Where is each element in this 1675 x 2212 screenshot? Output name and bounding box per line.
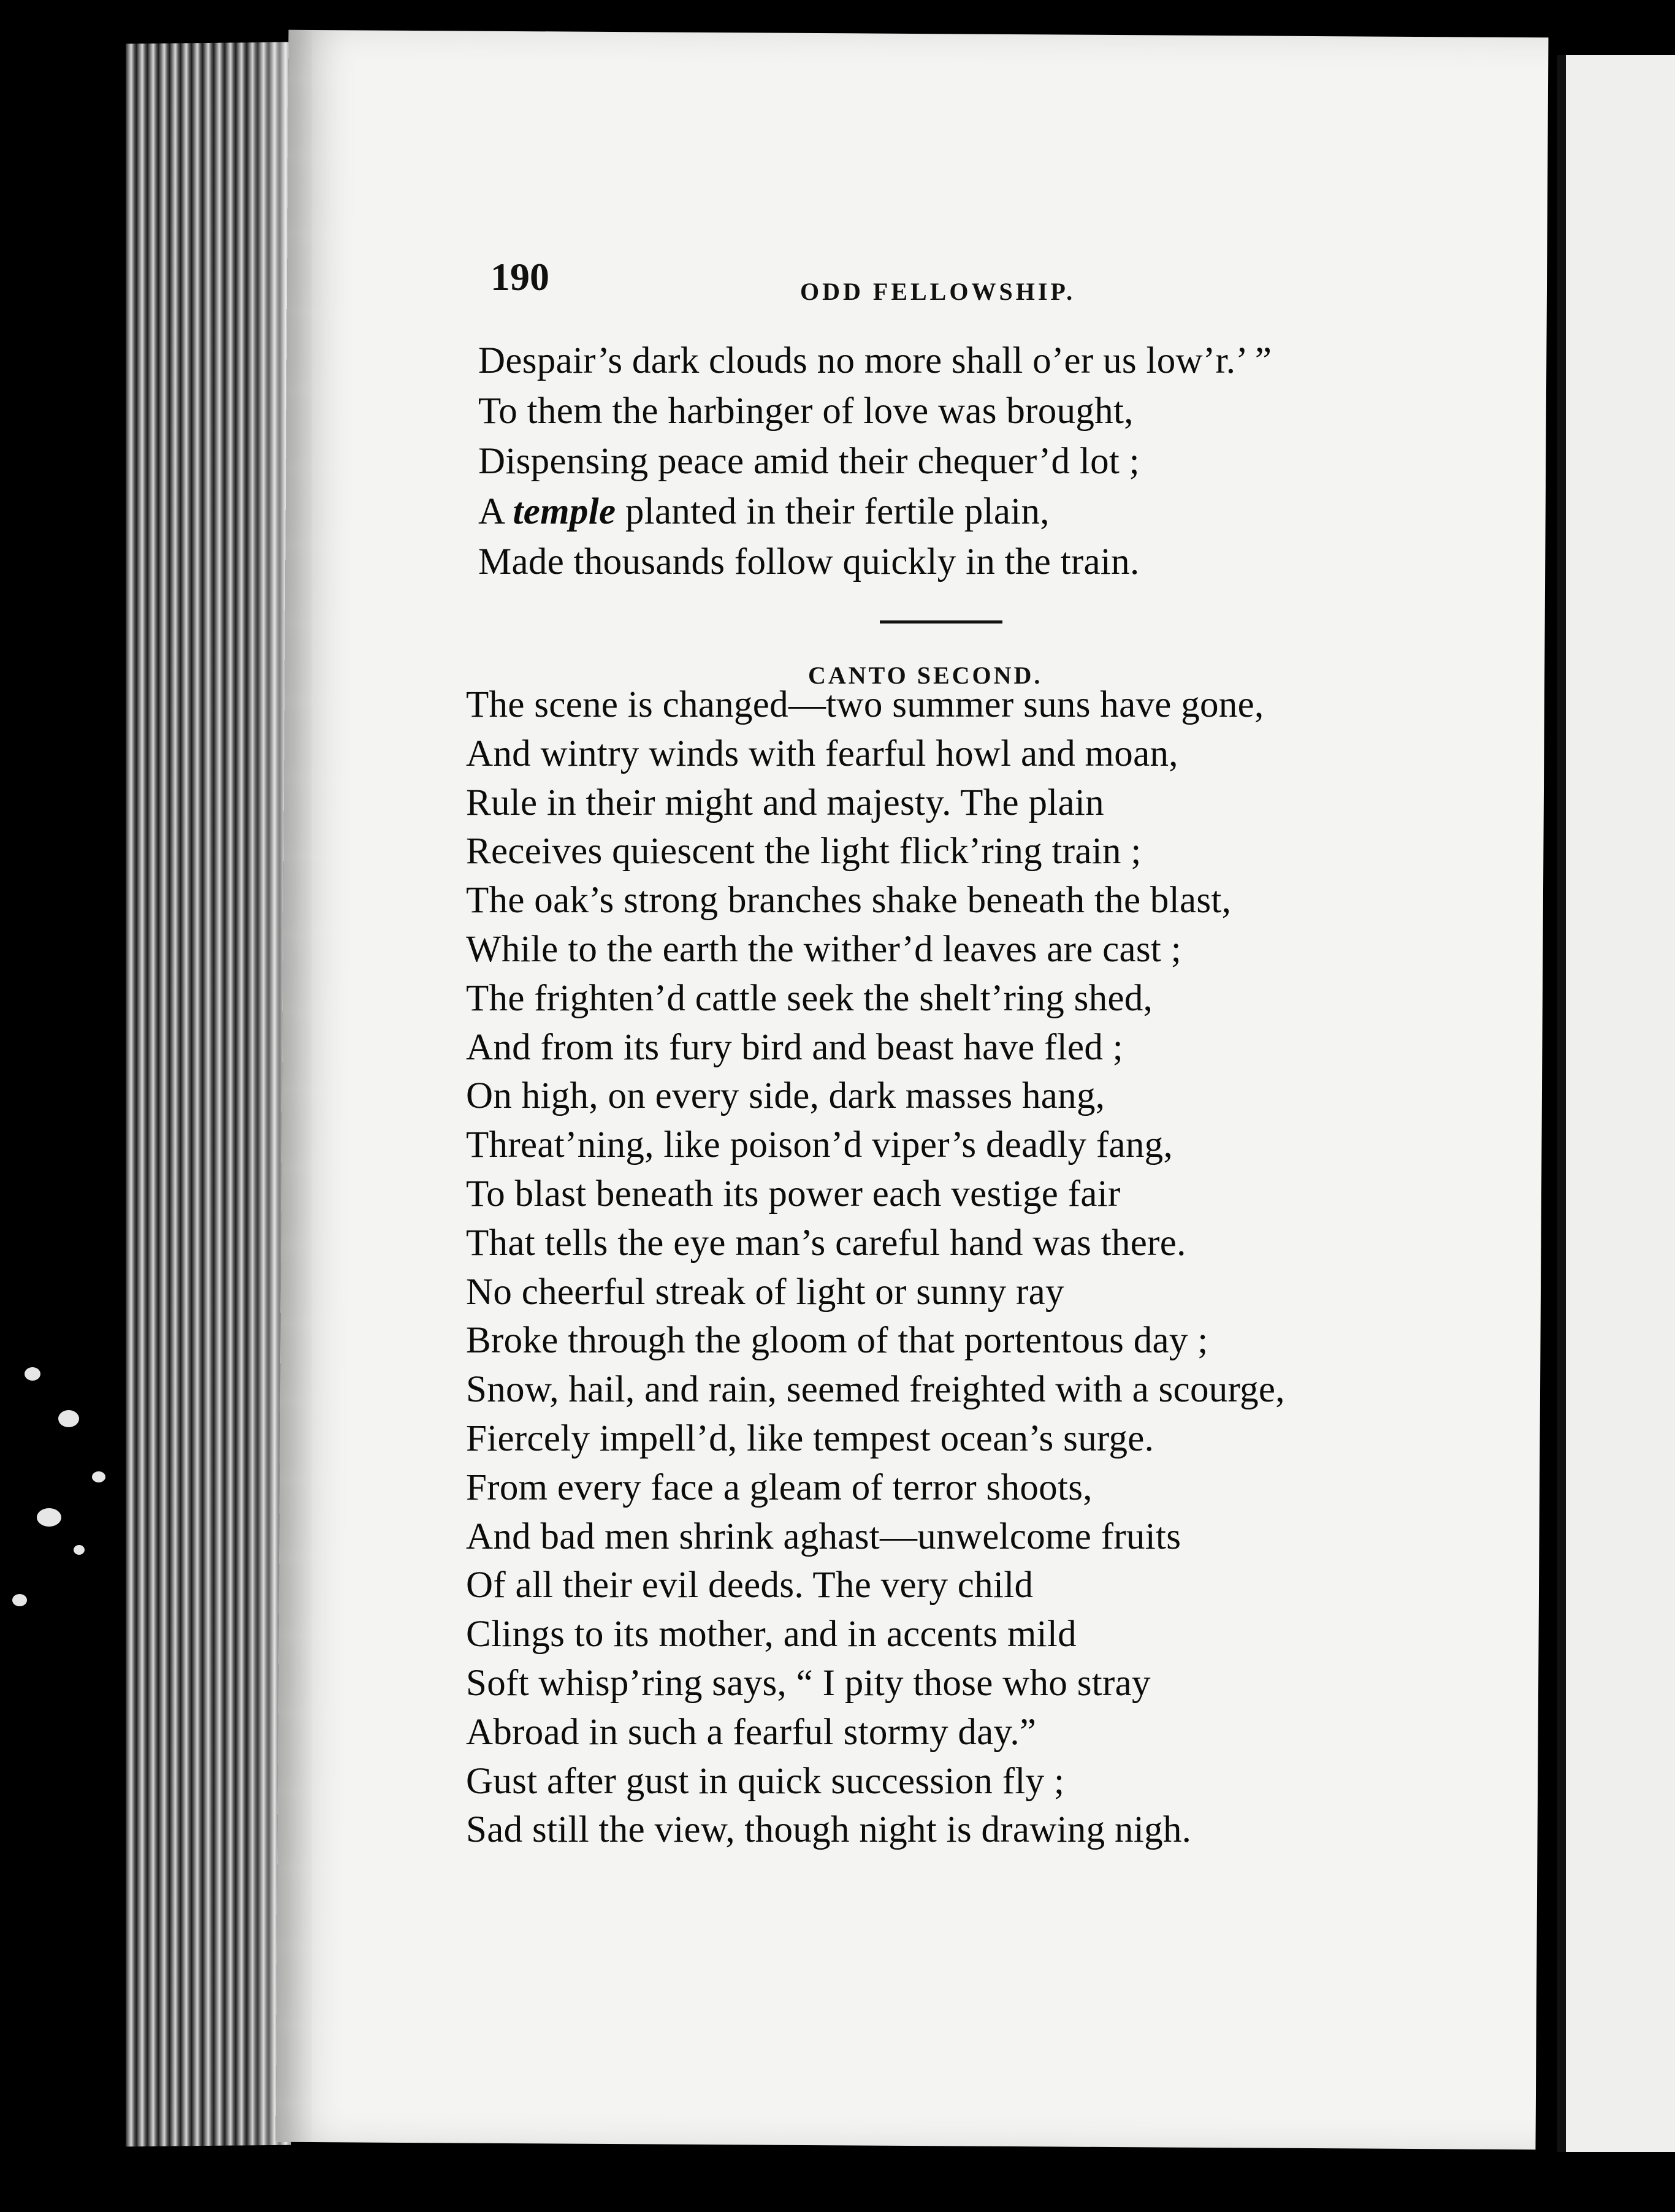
scan-speckle	[37, 1508, 61, 1527]
verse-line: The oak’s strong branches shake beneath the blast,	[466, 880, 1232, 921]
verse-line: Broke through the gloom of that portentous day ;	[466, 1320, 1208, 1362]
verse-line: While to the earth the wither’d leaves are cast ;	[466, 928, 1181, 970]
verse-line: Of all their evil deeds. The very child	[466, 1565, 1034, 1606]
scan-speckle	[74, 1545, 85, 1555]
scan-speckle	[25, 1367, 40, 1381]
verse-line: Soft whisp’ring says, “ I pity those who stray	[466, 1662, 1151, 1704]
verse-line: And bad men shrink aghast—unwelcome fruits	[466, 1516, 1181, 1557]
verse-text: A	[478, 491, 513, 532]
verse-line: Despair’s dark clouds no more shall o’er us low’r.’ ”	[478, 340, 1272, 381]
verse-line	[478, 487, 1435, 537]
verse-line: Dispensing peace amid their chequer’d lot ;	[478, 441, 1140, 482]
scan-speckle	[12, 1594, 27, 1606]
verse-line: Made thousands follow quickly in the train.	[478, 541, 1140, 582]
verse-line: To blast beneath its power each vestige fair	[466, 1173, 1121, 1215]
verse-line: Rule in their might and majesty. The plain	[466, 782, 1104, 823]
verse-line: Abroad in such a fearful stormy day.”	[466, 1711, 1037, 1753]
verse-line: On high, on every side, dark masses hang,	[466, 1075, 1105, 1117]
verse-line: From every face a gleam of terror shoots,	[466, 1466, 1093, 1508]
verse-line: Receives quiescent the light flick’ring train ;	[466, 831, 1142, 872]
verse-line: Fiercely impell’d, like tempest ocean’s surge.	[466, 1417, 1154, 1459]
stanza-two	[466, 681, 1447, 1855]
verse-line: Gust after gust in quick succession fly ;	[466, 1760, 1065, 1802]
verse-line: To them the harbinger of love was brought,	[478, 391, 1134, 432]
verse-text: planted in their fertile plain,	[616, 491, 1050, 532]
facing-page-edge	[1557, 55, 1675, 2152]
scan-speckle	[92, 1471, 105, 1482]
verse-line: No cheerful streak of light or sunny ray	[466, 1271, 1064, 1313]
page-number: 190	[490, 255, 549, 299]
verse-line: Clings to its mother, and in accents mild	[466, 1614, 1077, 1655]
verse-line: And wintry winds with fearful howl and moan,	[466, 733, 1178, 774]
canto-heading: CANTO SECOND.	[808, 662, 1043, 689]
italic-word: temple	[513, 491, 616, 532]
book-page-edges	[126, 42, 291, 2147]
scan-speckle	[58, 1410, 79, 1427]
verse-line: Snow, hail, and rain, seemed freighted with a scourge,	[466, 1369, 1285, 1411]
running-head: ODD FELLOWSHIP.	[800, 278, 1076, 305]
section-rule	[880, 620, 1002, 624]
verse-line: Threat’ning, like poison’d viper’s deadly fang,	[466, 1124, 1173, 1166]
stanza-one	[478, 336, 1435, 587]
verse-line: That tells the eye man’s careful hand was there.	[466, 1222, 1186, 1264]
verse-line: The scene is changed—two summer suns have gone,	[466, 684, 1264, 725]
verse-line: Sad still the view, though night is drawing nigh.	[466, 1809, 1192, 1851]
verse-line: And from its fury bird and beast have fled ;	[466, 1026, 1123, 1068]
verse-line: The frighten’d cattle seek the shelt’ring shed,	[466, 977, 1153, 1019]
